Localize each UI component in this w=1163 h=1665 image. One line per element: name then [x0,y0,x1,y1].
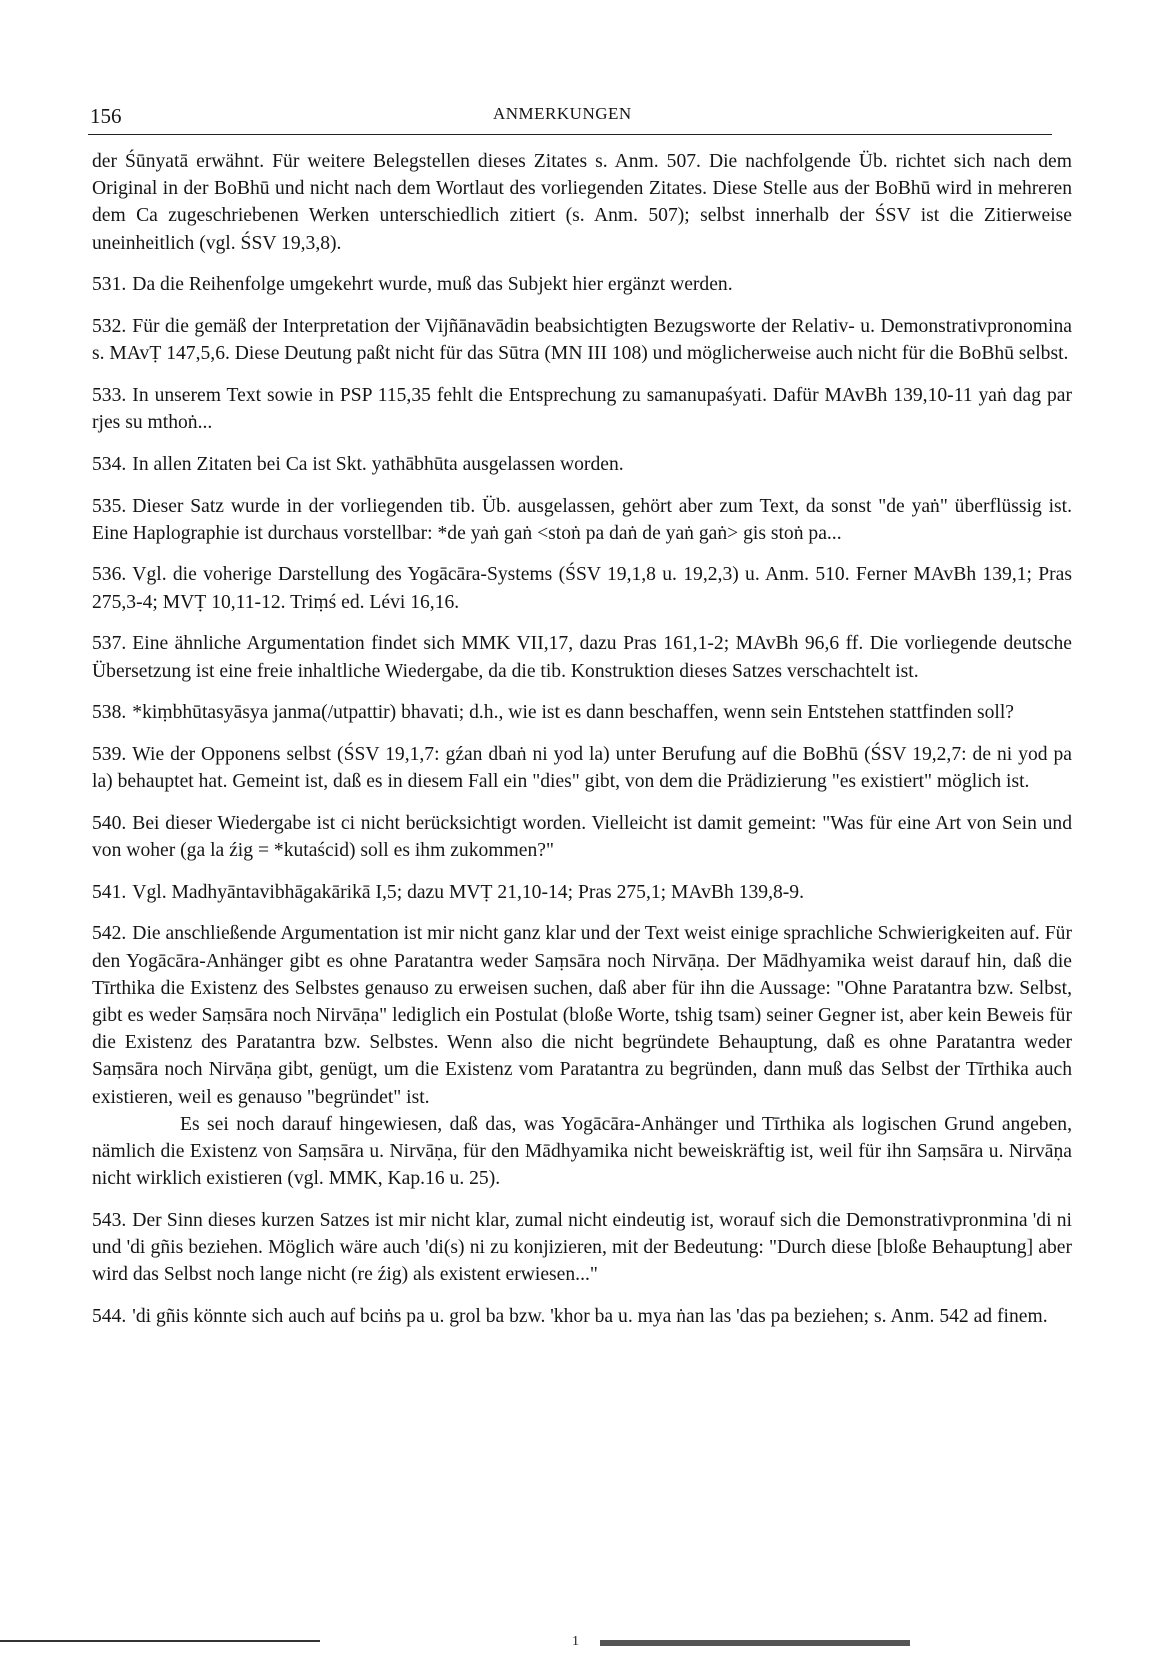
note-number: 537. [92,633,127,655]
note-541 [92,879,1072,906]
note-text: *kiṃbhūtasyāsya janma(/utpattir) bhavati; d.h., wie ist es dann beschaffen, wenn sein Entstehen stattfinden soll? [132,702,1014,724]
note-text: Wie der Opponens selbst (ŚSV 19,1,7: gźan dbaṅ ni yod la) unter Berufung auf die BoBhū (ŚSV 19,2,7: de ni yod pa la) behauptet hat. Gemeint ist, daß es in diesem Fall ein "dies" gibt, von dem die Prädizierung "es existiert" möglich ist. [92,743,1072,793]
footer-rule-left [0,1640,320,1642]
note-537 [92,630,1072,684]
note-538 [92,699,1072,726]
note-number: 531. [92,274,127,296]
notes-body [92,148,1072,1345]
note-number: 542. [92,923,127,945]
note-number: 539. [92,743,127,765]
note-text: Für die gemäß der Interpretation der Vijñānavādin beabsichtigten Bezugsworte der Relativ- u. Demonstrativpronomina s. MAvṬ 147,5,6. Diese Deutung paßt nicht für das Sūtra (MN III 108) und möglicherweise auch nicht für die BoBhū selbst. [92,316,1072,365]
note-534 [92,451,1072,478]
note-text: Vgl. die voherige Darstellung des Yogācāra-Systems (ŚSV 19,1,8 u. 19,2,3) u. Anm. 510. Ferner MAvBh 139,1; Pras 275,3-4; MVṬ 10,11-12. Triṃś ed. Lévi 16,16. [92,564,1072,613]
note-542 [92,920,1072,1192]
note-text: Bei dieser Wiedergabe ist ci nicht berücksichtigt worden. Vielleicht ist damit gemeint: "Was für eine Art von Sein und von woher (ga la źig = *kutaścid) soll es ihm zukommen?" [92,812,1072,862]
note-539 [92,741,1072,795]
note-text: Eine ähnliche Argumentation findet sich MMK VII,17, dazu Pras 161,1-2; MAvBh 96,6 ff. Die vorliegende deutsche Übersetzung ist eine freie inhaltliche Wiedergabe, da die tib. Konstruktion dieses Satzes verschachtelt ist. [92,633,1072,682]
note-continuation [92,148,1072,257]
note-number: 536. [92,564,127,586]
note-533 [92,382,1072,436]
note-540 [92,810,1072,864]
note-543 [92,1207,1072,1289]
note-531 [92,271,1072,298]
note-536 [92,561,1072,615]
note-535 [92,493,1072,547]
note-number: 535. [92,495,127,517]
note-text: der Śūnyatā erwähnt. Für weitere Belegstellen dieses Zitates s. Anm. 507. Die nachfolgende Üb. richtet sich nach dem Original in der BoBhū und nicht nach dem Wortlaut des vorliegenden Zitates. Diese Stelle aus der BoBhū wird in mehreren dem Ca zugeschriebenen Werken unterschiedlich zitiert (s. Anm. 507); selbst innerhalb der ŚSV ist die Zitierweise uneinheitlich (vgl. ŚSV 19,3,8). [92,151,1072,254]
note-544 [92,1303,1072,1330]
note-text-second-paragraph: Es sei noch darauf hingewiesen, daß das, was Yogācāra-Anhänger und Tīrthika als logischen Grund angeben, nämlich die Existenz von Saṃsāra u. Nirvāṇa, für den Mādhyamika nicht beweiskräftig ist, weil für ihn Saṃsāra u. Nirvāṇa nicht wirklich existieren (vgl. MMK, Kap.16 u. 25). [92,1113,1072,1190]
note-number: 540. [92,812,127,834]
note-text: In unserem Text sowie in PSP 115,35 fehlt die Entsprechung zu samanupaśyati. Dafür MAvBh 139,10-11 yaṅ dag par rjes su mthoṅ... [92,384,1072,434]
note-number: 534. [92,453,127,475]
running-head: ANMERKUNGEN [493,104,632,123]
note-text: Dieser Satz wurde in der vorliegenden tib. Üb. ausgelassen, gehört aber zum Text, da sonst "de yaṅ" überflüssig ist. Eine Haplographie ist durchaus vorstellbar: *de yaṅ gaṅ <stoṅ pa daṅ de yaṅ gaṅ> gis stoṅ pa... [92,495,1072,544]
page-header [88,98,1052,135]
note-number: 541. [92,881,127,903]
footer-rule-right [600,1640,910,1646]
note-text: Der Sinn dieses kurzen Satzes ist mir nicht klar, zumal nicht eindeutig ist, worauf sich die Demonstrativpronmina 'di ni und 'di gñis beziehen. Möglich wäre auch 'di(s) ni zu konjizieren, mit der Bedeutung: "Durch diese [bloße Behauptung] aber wird das Selbst noch lange nicht (re źig) als existent erwiesen..." [92,1210,1072,1286]
note-number: 543. [92,1210,127,1231]
note-text: Die anschließende Argumentation ist mir nicht ganz klar und der Text weist einige sprachliche Schwierigkeiten auf. Für den Yogācāra-Anhänger gibt es ohne Paratantra weder Saṃsāra noch Nirvāṇa. Der Mādhyamika weist darauf hin, daß die Tīrthika die Existenz des Selbstes genauso zu erweisen suchen, daß aber für ihn die Aussage: "Ohne Paratantra bzw. Selbst, gibt es weder Saṃsāra noch Nirvāṇa" lediglich ein Postulat (bloße Worte, tshig tsam) seiner Gegner ist, aber kein Beweis für die Existenz des Paratantra bzw. Selbstes. Wenn also die nicht begründete Behauptung, daß es ohne Paratantra weder Saṃsāra noch Nirvāṇa gibt, genügt, um die Existenz vom Paratantra zu begründen, dann muß das Selbst der Tīrthika auch existieren, weil es genauso "begründet" ist. [92,923,1072,1108]
note-text: Vgl. Madhyāntavibhāgakārikā I,5; dazu MVṬ 21,10-14; Pras 275,1; MAvBh 139,8-9. [132,881,804,903]
footer-mark: 1 [572,1634,579,1649]
note-number: 532. [92,316,127,338]
note-text: Da die Reihenfolge umgekehrt wurde, muß das Subjekt hier ergänzt werden. [132,274,733,296]
note-number: 544. [92,1306,127,1328]
note-number: 533. [92,384,127,406]
note-text: 'di gñis könnte sich auch auf bciṅs pa u. grol ba bzw. 'khor ba u. mya ṅan las 'das pa beziehen; s. Anm. 542 ad finem. [132,1306,1048,1328]
note-number: 538. [92,702,127,724]
note-text: In allen Zitaten bei Ca ist Skt. yathābhūta ausgelassen worden. [132,453,624,475]
note-532 [92,313,1072,367]
page-number: 156 [90,104,122,128]
